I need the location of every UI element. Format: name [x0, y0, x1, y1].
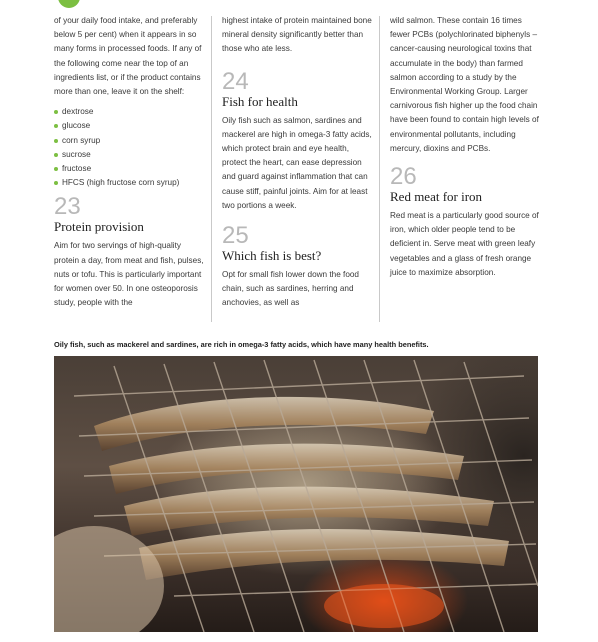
bullet-icon — [54, 167, 58, 171]
bullet-icon — [54, 153, 58, 157]
tip-heading: Protein provision — [54, 219, 144, 235]
grill-illustration — [54, 356, 538, 632]
list-item: corn syrup — [54, 134, 206, 148]
list-item: HFCS (high fructose corn syrup) — [54, 176, 206, 190]
list-item: dextrose — [54, 105, 206, 119]
column-divider — [379, 16, 380, 322]
sugar-list — [54, 105, 206, 190]
body-text: of your daily food intake, and preferably below 5 per cent) when it appears in so many forms in processed foods. If any of the following come near the top of an ingredients list, or if the product contains more than one, leave it on the shelf: — [54, 16, 202, 97]
tip-heading: Red meat for iron — [390, 189, 483, 205]
tip-number: 25 — [222, 222, 249, 250]
column-3 — [390, 14, 540, 280]
list-item: glucose — [54, 119, 206, 133]
body-text: Oily fish such as salmon, sardines and mackerel are high in omega-3 fatty acids, which protect brain and eye health, protect the heart, can ease depression and guard against inflammation that can cause stiff, painful joints. Aim for at least two portions a week. — [222, 115, 372, 210]
body-text: Red meat is a particularly good source of iron, which older people tend to be deficient in. Serve meat with green leafy vegetables and a glass of fresh orange juice to maximize absorption. — [390, 211, 539, 277]
body-text: wild salmon. These contain 16 times fewer PCBs (polychlorinated biphenyls – cancer-causing neurological toxins that accumulate in the body) than farmed salmon according to a study by the Environmental Working Group. Larger carnivorous fish higher up the food chain have been found to contain high levels of environmental pollutants, including mercury, dioxins and PCBs. — [390, 16, 539, 153]
tip-number: 26 — [390, 163, 417, 191]
bullet-icon — [54, 139, 58, 143]
column-2 — [222, 14, 372, 311]
tip-heading: Fish for health — [222, 93, 298, 109]
grilled-fish-photo — [54, 356, 538, 632]
photo-caption: Oily fish, such as mackerel and sardines, are rich in omega-3 fatty acids, which have many health benefits. — [54, 340, 429, 349]
section-tab-marker — [58, 0, 80, 8]
body-text: Aim for two servings of high-quality protein a day, from meat and fish, pulses, nuts or tofu. This is particularly important for women over 50. In one osteoporosis study, people with the — [54, 241, 204, 308]
body-text: Opt for small fish lower down the food chain, such as sardines, herring and anchovies, as well as — [222, 270, 359, 308]
body-text: highest intake of protein maintained bone mineral density significantly better than those who ate less. — [222, 16, 372, 54]
tip-number: 24 — [222, 67, 249, 95]
bullet-icon — [54, 181, 58, 185]
column-divider — [211, 16, 212, 322]
column-1 — [54, 14, 206, 310]
tip-heading: Which fish is best? — [222, 248, 322, 264]
list-item: fructose — [54, 162, 206, 176]
bullet-icon — [54, 124, 58, 128]
bullet-icon — [54, 110, 58, 114]
list-item: sucrose — [54, 148, 206, 162]
tip-number: 23 — [54, 193, 81, 221]
